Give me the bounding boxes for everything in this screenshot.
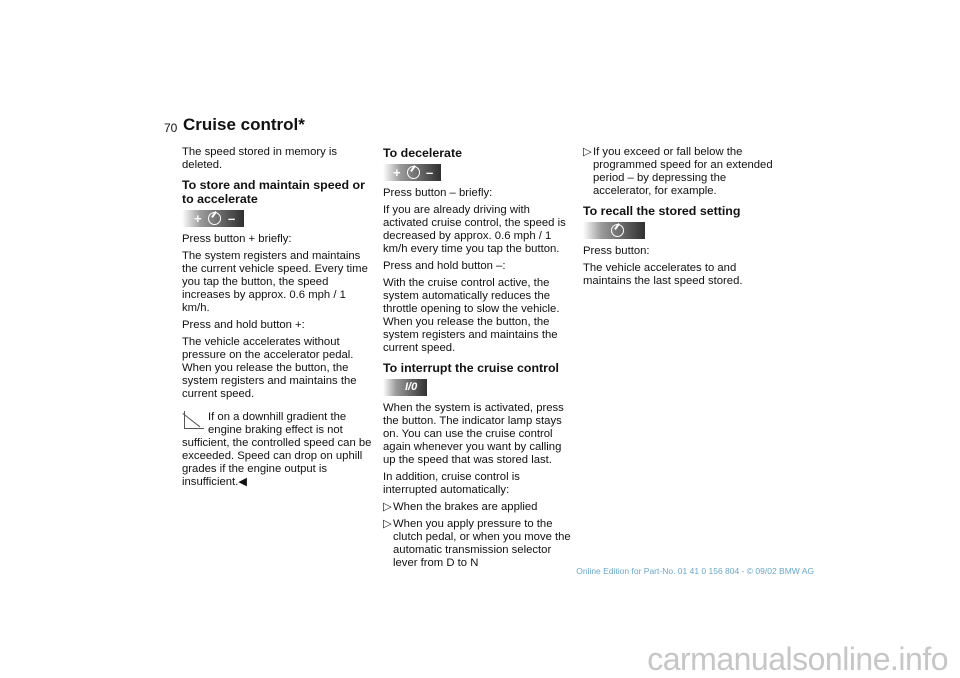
minus-icon: – [228,211,236,226]
page-number: 70 [164,121,178,135]
section-heading-recall: To recall the stored setting [583,204,741,218]
column-1 [182,146,375,493]
resume-button-graphic [583,222,645,239]
plus-minus-button-graphic [383,164,441,181]
io-button-graphic [383,379,427,396]
paragraph: Press and hold button +: [182,319,305,331]
column-2 [383,146,576,574]
plus-icon: + [393,165,401,180]
list-item-text: When the brakes are applied [393,501,538,513]
bullet-icon: ▷ [383,518,392,530]
bullet-icon: ▷ [383,501,392,513]
bullet-icon: ▷ [583,146,592,158]
cruise-dial-icon [611,224,624,237]
paragraph: In addition, cruise control is interrupted automatically: [383,471,520,496]
footer-edition-note: Online Edition for Part-No. 01 41 0 156 804 - © 09/02 BMW AG [576,566,814,576]
plus-icon: + [194,211,202,226]
paragraph: When the system is activated, press the button. The indicator lamp stays on. You can use the cruise control again whenever you want by calling up the speed that was stored last. [383,402,564,466]
list-item [583,146,776,198]
section-heading-decelerate: To decelerate [383,146,462,160]
note-text: If on a downhill gradient the engine braking effect is not sufficient, the controlled speed can be exceeded. Speed can drop on uphill grades if the engine output is insufficient.◀ [182,411,372,488]
paragraph: If you are already driving with activated cruise control, the speed is decreased by approx. 0.6 mph / 1 km/h every time you tap the button. [383,204,566,255]
plus-minus-button-graphic [182,210,244,227]
section-heading-store: To store and maintain speed or to accelerate [182,178,365,206]
list-item-text: When you apply pressure to the clutch pedal, or when you move the automatic transmission selector lever from D to N [393,518,571,569]
io-icon: I/0 [405,381,418,393]
column-3 [583,146,776,292]
minus-icon: – [426,165,434,180]
paragraph: Press button: [583,245,650,257]
paragraph: Press and hold button –: [383,260,506,272]
intro-text: The speed stored in memory is deleted. [182,146,338,171]
paragraph: The system registers and maintains the current vehicle speed. Every time you tap the button, the speed increases by approx. 0.6 mph / 1 km/h. [182,250,368,314]
paragraph: With the cruise control active, the system automatically reduces the throttle opening to slow the vehicle. When you release the button, the system registers and maintains the current speed. [383,277,560,354]
paragraph: The vehicle accelerates without pressure on the accelerator pedal. When you release the button, the system registers and maintains the current speed. [182,336,357,400]
paragraph: Press button + briefly: [182,233,292,245]
cruise-dial-icon [208,212,221,225]
list-item [383,518,576,570]
paragraph: Press button – briefly: [383,187,493,199]
note-icon [182,411,204,429]
note-block [182,411,375,489]
cruise-dial-icon [407,166,420,179]
paragraph: The vehicle accelerates to and maintains the last speed stored. [583,262,743,287]
list-item-text: If you exceed or fall below the programmed speed for an extended period – by depressing the accelerator, for example. [593,146,773,197]
watermark: carmanualsonline.info [647,641,948,677]
list-item [383,501,576,514]
page-title: Cruise control* [183,115,305,134]
section-heading-interrupt: To interrupt the cruise control [383,361,560,375]
